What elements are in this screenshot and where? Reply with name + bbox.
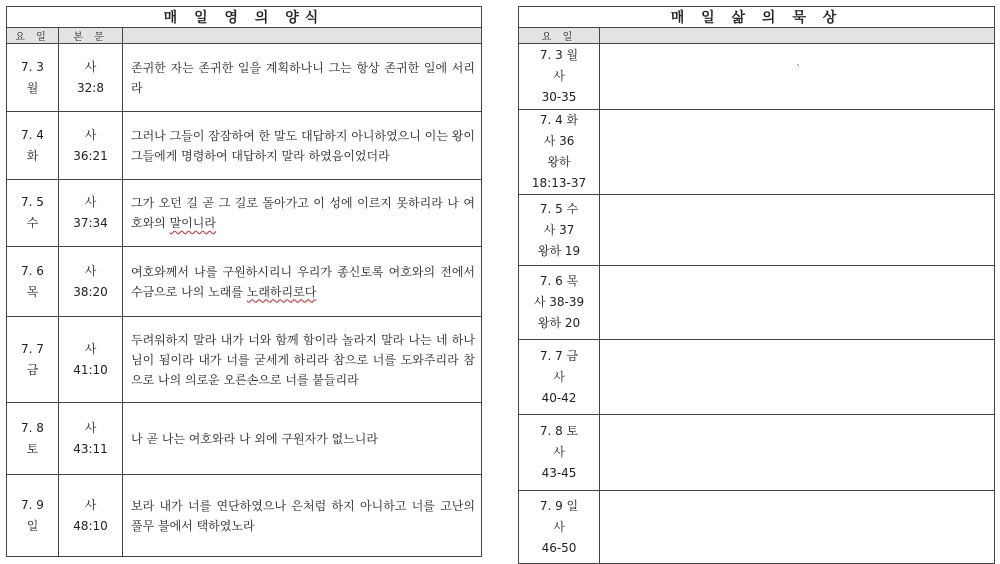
book: 사 [84,420,97,435]
day-cell [519,340,600,415]
day-line: 7. 3 월 [539,48,579,62]
day-line: 사 [553,445,565,459]
day-cell [7,317,59,403]
header-notes [600,28,995,44]
day-line: 사 38-39 [533,295,585,309]
reference-cell [59,317,123,403]
day-line: 40-42 [541,390,577,405]
day-line: 왕하 19 [537,243,581,258]
meditation-notes-cell[interactable] [600,110,995,195]
book: 사 [84,341,97,356]
spellcheck-underlined-word: 말이니라 [169,216,216,230]
table-row [7,317,482,403]
table-row [519,110,995,195]
meditation-notes-cell[interactable] [600,340,995,415]
meditation-notes-cell[interactable] [600,44,995,110]
table-row [7,475,482,557]
date: 7. 3 [21,59,44,74]
verse-text: 그러나 그들이 잠잠하여 한 말도 대답하지 아니하였으니 이는 왕이 그들에게 명령하여 대답하지 말라 하였음이었더라 [123,112,482,180]
daily-meditation-table [518,6,995,564]
day-cell [519,195,600,266]
reference-cell [59,44,123,112]
day-cell [7,44,59,112]
day-line: 왕하 20 [537,316,581,330]
verse-text: 존귀한 자는 존귀한 일을 계획하나니 그는 항상 존귀한 일에 서리라 [123,44,482,112]
date: 7. 6 [21,263,44,278]
daily-bread-panel [6,6,482,557]
day-line: 사 37 [543,222,575,237]
day-line: 30-35 [541,90,577,104]
table-row [7,180,482,247]
day-line: 사 [553,369,565,384]
verse: 41:10 [73,362,108,377]
verse: 48:10 [73,518,108,533]
date: 7. 9 [21,497,44,512]
verse-text [123,180,482,247]
stray-mark: ` [796,64,801,75]
verse-text: 나 곧 나는 여호와라 나 외에 구원자가 없느니라 [123,403,482,475]
table-row [7,44,482,112]
table-row [7,247,482,317]
verse-text-part: 여호와께서 나를 구원하시리니 우리가 종신토록 여호와의 전에서 수금으로 나의 노래를 [131,264,475,299]
day-cell [519,44,600,110]
date: 7. 8 [21,420,44,435]
header-reference: 본 문 [59,28,123,44]
day-line: 43-45 [541,466,577,480]
table-row [7,403,482,475]
reference-cell [59,180,123,247]
weekday: 일 [26,518,39,533]
table-row [519,415,995,491]
day-cell [7,247,59,317]
weekday: 금 [26,362,39,377]
reference-cell [59,112,123,180]
table-row [519,266,995,340]
verse: 38:20 [73,284,108,299]
verse-text: 두려워하지 말라 내가 너와 함께 함이라 놀라지 말라 나는 네 하나님이 됨이라 내가 너를 굳세게 하리라 참으로 너를 도와주리라 참으로 나의 의로운 오른손으로 너를 붙들리라 [123,317,482,403]
meditation-notes-cell[interactable] [600,491,995,564]
header-text [123,28,482,44]
header-day: 요 일 [7,28,59,44]
daily-bread-table [6,6,482,557]
reference-cell [59,247,123,317]
verse-text [123,247,482,317]
date: 7. 4 [21,127,44,142]
day-line: 사 [553,519,565,534]
weekday: 토 [26,441,39,456]
day-cell [519,491,600,564]
date: 7. 7 [21,341,44,356]
day-line: 7. 5 수 [539,201,579,216]
meditation-notes-cell[interactable] [600,415,995,491]
weekday: 목 [26,284,39,299]
verse: 36:21 [73,148,108,163]
day-line: 사 36 [543,134,575,148]
day-cell [7,475,59,557]
day-line: 18:13-37 [531,176,587,190]
table-row [519,195,995,266]
reference-cell [59,475,123,557]
table-row [519,340,995,415]
table-row [7,112,482,180]
weekday: 수 [26,216,39,230]
table-row [519,491,995,564]
day-line: 7. 6 목 [539,274,579,288]
book: 사 [84,497,97,512]
weekday: 월 [26,80,39,95]
reference-cell [59,403,123,475]
verse-text: 보라 내가 너를 연단하였으나 은처럼 하지 아니하고 너를 고난의 풀무 불에서 택하였노라 [123,475,482,557]
day-cell [519,110,600,195]
meditation-notes-cell[interactable] [600,266,995,340]
verse: 43:11 [73,441,108,456]
date: 7. 5 [21,195,44,209]
meditation-notes-cell[interactable] [600,195,995,266]
table-row [519,44,995,110]
day-line: 7. 8 토 [539,424,579,438]
book: 사 [84,263,97,278]
weekday: 화 [26,148,39,163]
day-line: 7. 7 금 [539,348,579,363]
daily-meditation-title: 매 일 삶 의 묵 상 [519,7,995,28]
day-cell [519,266,600,340]
book: 사 [84,195,97,209]
day-cell [7,403,59,475]
daily-bread-title: 매 일 영 의 양식 [7,7,482,28]
day-line: 46-50 [541,540,577,555]
header-day: 요 일 [519,28,600,44]
day-cell [7,112,59,180]
verse: 37:34 [73,216,108,230]
verse-text-part: 그가 오던 길 곧 그 길로 돌아가고 이 성에 이르지 못하리라 나 여호와의 [131,196,475,230]
day-cell [7,180,59,247]
day-cell [519,415,600,491]
day-line: 7. 9 일 [539,498,579,513]
verse: 32:8 [77,80,104,95]
day-line: 왕하 [547,155,571,169]
day-line: 사 [553,69,565,83]
spellcheck-underlined-word: 노래하리로다 [246,284,317,299]
book: 사 [84,127,97,142]
book: 사 [84,59,97,74]
daily-meditation-panel [518,6,995,564]
day-line: 7. 4 화 [539,113,579,127]
